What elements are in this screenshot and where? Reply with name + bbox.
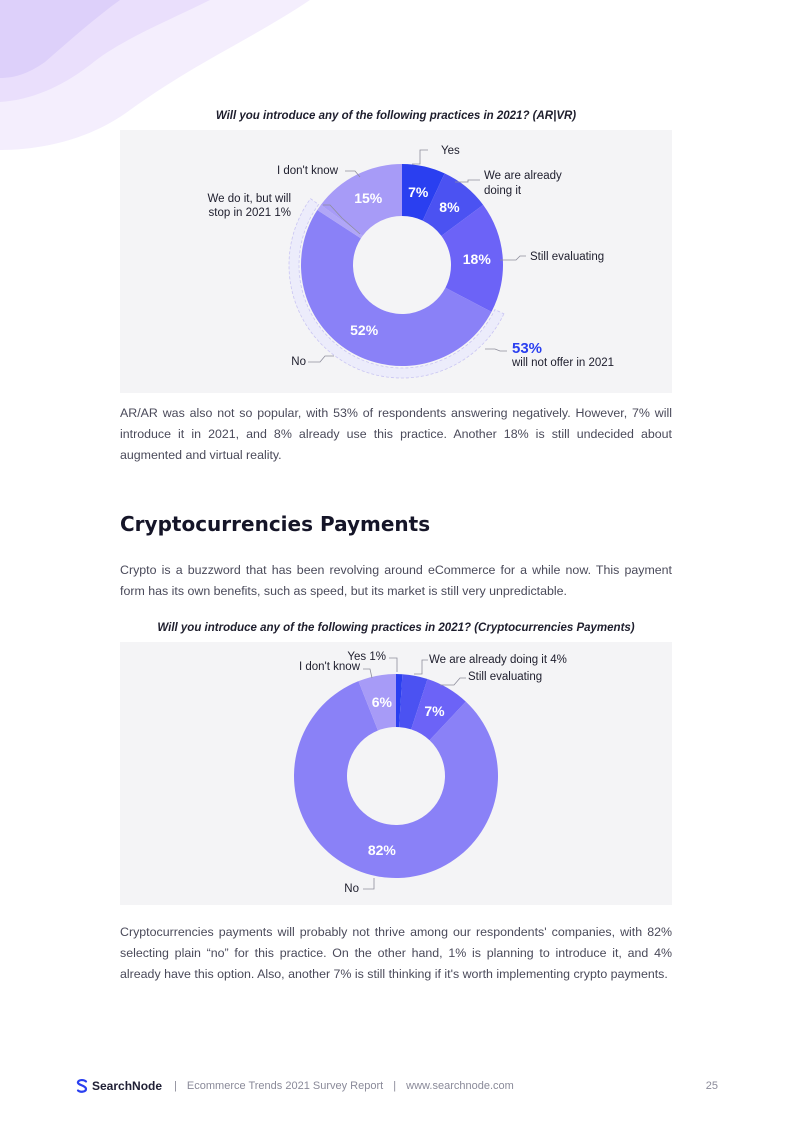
highlight-value: 53%: [512, 340, 543, 357]
leader-highlight: [485, 349, 507, 351]
leader-evaluating: [440, 678, 466, 685]
highlight-label: will not offer in 2021: [512, 357, 615, 369]
leader-no: [363, 878, 374, 889]
slice-label-no: 82%: [367, 842, 396, 859]
callout-dont-know: I don't know: [276, 165, 338, 177]
donut-chart-arvr: [120, 130, 672, 393]
chart-crypto: [120, 642, 672, 905]
slice-label-i-don-t-know: 15%: [354, 190, 383, 207]
chart-title-arvr: Will you introduce any of the following practices in 2021? (AR|VR): [215, 110, 577, 122]
callout-stop-line2: stop in 2021 1%: [208, 207, 291, 219]
footer-separator: |: [174, 1080, 177, 1092]
leader-already: [455, 180, 480, 182]
paragraph-crypto-summary: Cryptocurrencies payments will probably not thrive among our respondents' companies, with 82% selecting plain “no” for this practice. On the other hand, 1% is planning to introduce it, and 4% already have this option. Also, another 7% is still thinking if it's worth implementing crypto payments.: [120, 925, 672, 981]
slice-label-no: 52%: [350, 321, 379, 338]
callout-evaluating: Still evaluating: [468, 671, 543, 683]
leader-no: [308, 356, 334, 362]
slice-label-we-are-already-doing-it: 8%: [439, 198, 460, 215]
chart-title-crypto: Will you introduce any of the following practices in 2021? (Cryptocurrencies Payments): [157, 622, 635, 634]
page-footer: [75, 1078, 720, 1096]
chart-arvr: [120, 130, 672, 393]
callout-already-line1: We are already: [484, 170, 562, 182]
callout-yes: Yes: [441, 145, 460, 157]
callout-no: No: [291, 356, 306, 368]
leader-dont-know: [363, 669, 372, 678]
searchnode-logo[interactable]: [75, 1078, 162, 1094]
paragraph-arvr: AR/AR was also not so popular, with 53% of respondents answering negatively. However, 7% will introduce it in 2021, and 8% already use this practice. Another 18% is still undecided about augmented and virtual reality.: [120, 406, 672, 462]
callout-already: We are already doing it 4%: [429, 654, 567, 666]
section-heading: Cryptocurrencies Payments: [120, 512, 431, 536]
donut-chart-crypto: [120, 642, 672, 905]
searchnode-logo-icon: [75, 1078, 89, 1094]
slice-label-yes: 7%: [408, 183, 429, 200]
callout-evaluating: Still evaluating: [530, 251, 605, 263]
leader-evaluating: [500, 256, 526, 260]
slice-label-i-don-t-know: 6%: [371, 693, 392, 710]
leader-already: [414, 660, 428, 674]
footer-brand: SearchNode: [92, 1079, 163, 1093]
callout-already-line2: doing it: [484, 185, 522, 197]
page-number: 25: [705, 1080, 718, 1092]
footer-url[interactable]: www.searchnode.com: [406, 1080, 514, 1092]
leader-yes: [412, 150, 428, 164]
slice-label-still-evaluating: 18%: [462, 251, 491, 268]
paragraph-crypto-intro: Crypto is a buzzword that has been revolving around eCommerce for a while now. This payment form has its own benefits, such as speed, but its market is still very unpredictable.: [120, 563, 672, 598]
footer-report-title: Ecommerce Trends 2021 Survey Report: [186, 1080, 384, 1092]
slice-label-still-evaluating: 7%: [424, 703, 445, 720]
callout-yes: Yes 1%: [347, 651, 386, 663]
callout-no: No: [344, 883, 359, 895]
leader-yes: [389, 658, 397, 672]
callout-dont-know: I don't know: [298, 661, 360, 673]
footer-separator: |: [393, 1080, 397, 1092]
callout-stop-line1: We do it, but will: [207, 193, 291, 205]
